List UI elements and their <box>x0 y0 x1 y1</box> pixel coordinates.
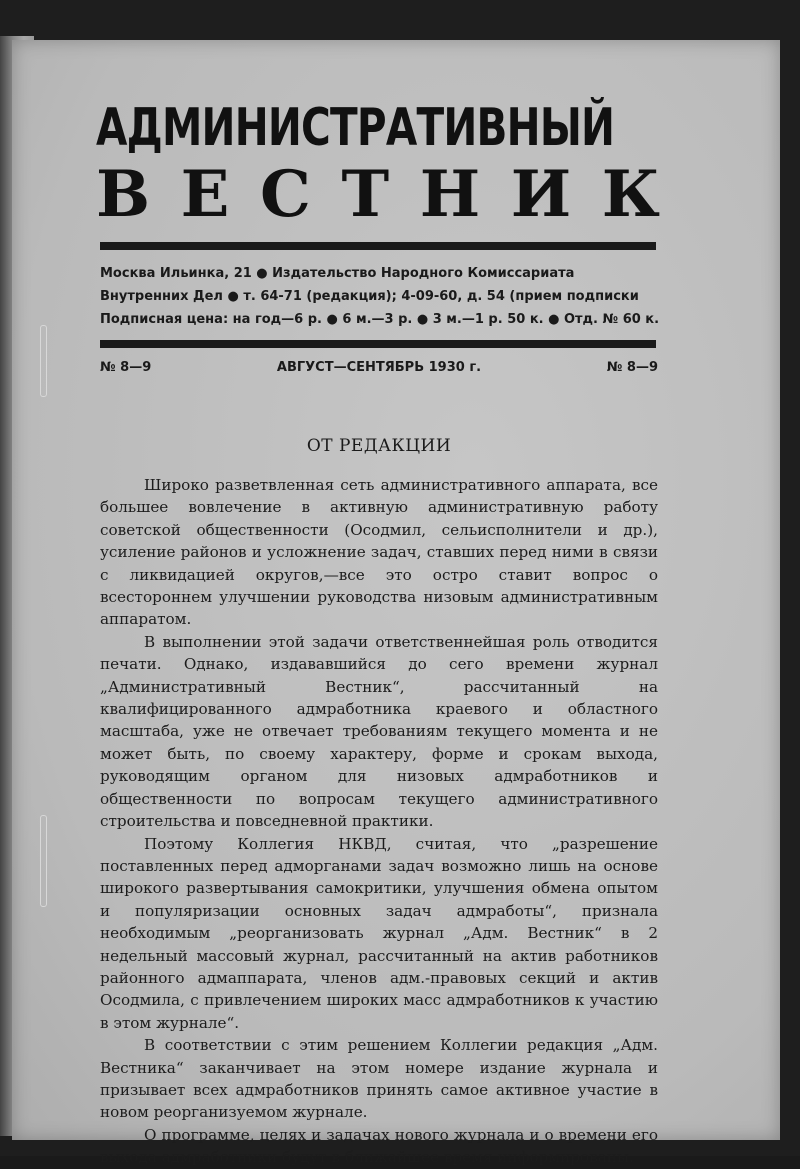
article-paragraph: Широко разветвленная сеть административного аппарата, все большее вовлечение в активную административную работу советской общественности (Осодмил, сельисполнители и др.), усиление районов и усложнение задач, ставших перед ними в связи с ликвидацией округов,—все это остро ставит вопрос о всестороннем улучшении руководства низовым административным аппаратом. <box>100 476 658 629</box>
article-paragraph: В выполнении этой задачи ответственнейшая роль отводится печати. Однако, издававшийся до сего времени журнал „Административный Вестник“, рассчитанный на квалифицированного адмработника краевого и областного масштаба, уже не отвечает требованиям текущего момента и не может быть, по своему характеру, форме и срокам выхода, руководящим органом для низовых адмработников и общественности по вопросам текущего административного строительства и повседневной практики. <box>100 632 658 831</box>
article-paragraph: Поэтому Коллегия НКВД, считая, что „разрешение поставленных перед адморганами задач возможно лишь на основе широкого развертывания самокритики, улучшения обмена опытом и популяризации основных задач адмработы“, признала необходимым „реорганизовать журнал „Адм. Вестник“ в 2 недельный массовый журнал, рассчитанный на актив работников районного адмаппарата, членов адм.-правовых секций и актив Осодмила, с привлечением широких масс адмработников к участию в этом журнале“. <box>100 834 658 1032</box>
issue-number-right: № 8—9 <box>606 360 658 375</box>
article-heading: ОТ РЕДАКЦИИ <box>306 436 452 456</box>
publisher-line: Москва Ильинка, 21 ● Издательство Народного Комиссариата <box>100 266 575 281</box>
masthead-letter: Т <box>341 157 390 232</box>
article-body <box>100 474 658 1169</box>
masthead-title-line2 <box>96 157 660 232</box>
masthead-rule-bottom <box>100 340 656 348</box>
masthead-letter: К <box>601 157 660 232</box>
masthead-letter: С <box>260 157 311 232</box>
publisher-line: Внутренних Дел ● т. 64-71 (редакция); 4-09-60, д. 54 (прием подписки <box>100 289 639 304</box>
masthead-letter: Н <box>419 157 481 232</box>
masthead-rule-top <box>100 242 656 250</box>
issue-row <box>100 360 658 375</box>
publisher-info <box>100 262 660 331</box>
masthead-letter: И <box>510 157 572 232</box>
publisher-line: Подписная цена: на год—6 р. ● 6 м.—3 р. ● 3 м.—1 р. 50 к. ● Отд. № 60 к. <box>100 312 660 327</box>
issue-number-left: № 8—9 <box>100 360 152 375</box>
masthead-letter: Е <box>180 157 230 232</box>
masthead-title-line1: АДМИНИСТРАТИВНЫЙ <box>96 98 615 158</box>
issue-date: АВГУСТ—СЕНТЯБРЬ 1930 г. <box>276 360 482 375</box>
article-paragraph: О программе, целях и задачах нового журнала и о времени его выхода адмработники будут в ближайшее время информированы. <box>100 1125 658 1167</box>
masthead-letter: В <box>96 157 151 232</box>
article-paragraph: В соответствии с этим решением Коллегии редакция „Адм. Вестника“ заканчивает на этом номере издание журнала и призывает всех адмработников принять самое активное участие в новом реорганизуемом журнале. <box>100 1036 658 1122</box>
staple-top <box>40 325 47 397</box>
masthead <box>96 96 660 230</box>
staple-bottom <box>40 815 47 907</box>
